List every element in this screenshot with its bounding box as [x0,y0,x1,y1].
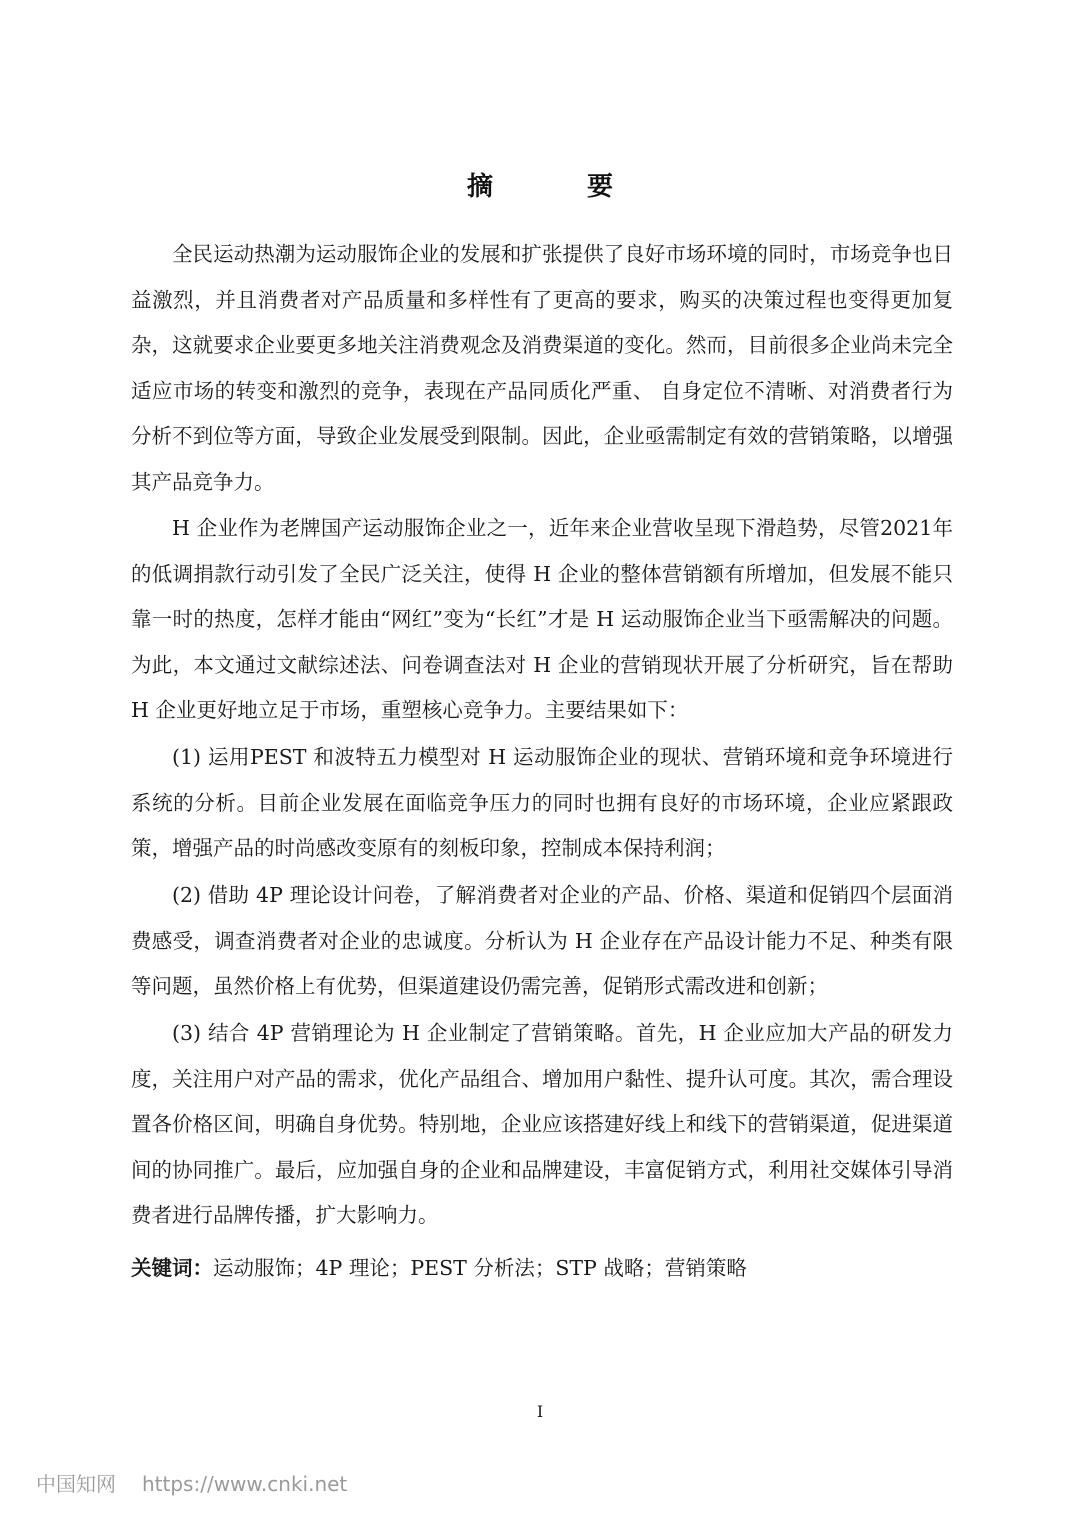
result-item-1: (1) 运用PEST 和波特五力模型对 H 运动服饰企业的现状、营销环境和竞争环境进行系统的分析。目前企业发展在面临竞争压力的同时也拥有良好的市场环境，企业应紧跟政策，增强产品的时尚感改变原有的刻板印象，控制成本保持利润； [131,745,953,861]
keywords-line [131,1250,953,1286]
abstract-title: 摘 要 [466,172,647,202]
abstract-paragraph-1: 全民运动热潮为运动服饰企业的发展和扩张提供了良好市场环境的同时，市场竞争也日益激烈，并且消费者对产品质量和多样性有了更高的要求，购买的决策过程也变得更加复杂，这就要求企业要更多地关注消费观念及消费渠道的变化。然而，目前很多企业尚未完全适应市场的转变和激烈的竞争，表现在产品同质化严重、 自身定位不清晰、对消费者行为分析不到位等方面，导致企业发展受到限制。因此，企业亟需制定有效的营销策略，以增强其产品竞争力。 [131,242,953,494]
keywords-label: 关键词： [131,1256,213,1280]
watermark-url: https://www.cnki.net [142,1472,348,1496]
keywords-text: 运动服饰；4P 理论；PEST 分析法；STP 战略；营销策略 [213,1256,747,1280]
page-number: I [536,1402,544,1421]
watermark-brand: 中国知网 [36,1472,116,1496]
abstract-paragraph-2: H 企业作为老牌国产运动服饰企业之一，近年来企业营收呈现下滑趋势，尽管2021年的低调捐款行动引发了全民广泛关注，使得 H 企业的整体营销额有所增加，但发展不能只靠一时的热度，怎样才能由“网红”变为“长红”才是 H 运动服饰企业当下亟需解决的问题。为此，本文通过文献综述法、问卷调查法对 H 企业的营销现状开展了分析研究，旨在帮助 H 企业更好地立足于市场，重塑核心竞争力。主要结果如下： [131,516,953,723]
cnki-watermark [36,1468,347,1497]
result-item-2: (2) 借助 4P 理论设计问卷，了解消费者对企业的产品、价格、渠道和促销四个层面消费感受，调查消费者对企业的忠诚度。分析认为 H 企业存在产品设计能力不足、种类有限等问题，虽然价格上有优势，但渠道建设仍需完善，促销形式需改进和创新； [131,883,953,999]
result-item-3: (3) 结合 4P 营销理论为 H 企业制定了营销策略。首先，H 企业应加大产品的研发力度，关注用户对产品的需求，优化产品组合、增加用户黏性、提升认可度。其次，需合理设置各价格区间，明确自身优势。特别地，企业应该搭建好线上和线下的营销渠道，促进渠道间的协同推广。最后，应加强自身的企业和品牌建设，丰富促销方式，利用社交媒体引导消费者进行品牌传播，扩大影响力。 [131,1021,953,1228]
